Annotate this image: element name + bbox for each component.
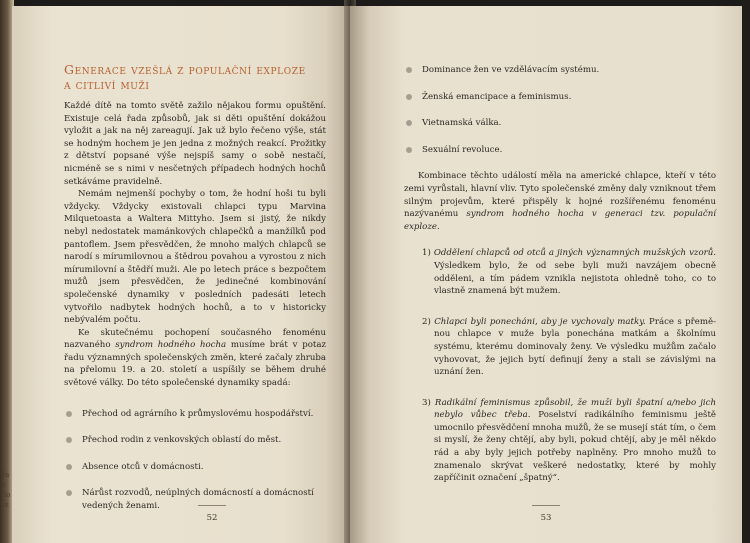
para3-text-a: Ke skutečnému pochopení současného fenoménu nazvaného	[64, 327, 326, 351]
item-number: 3)	[422, 397, 431, 408]
fragment: Ta	[1, 471, 10, 479]
left-page	[12, 6, 350, 543]
list-item: Absence otců v domácnosti.	[64, 461, 326, 474]
intro-paragraph	[404, 170, 716, 233]
book-edge-right	[742, 0, 750, 543]
intro-text: Kombinace těchto událostí měla na americké chlapce, kteří v této zemi vyrůstali, hlavní vliv. Tyto společenské změny daly vzniknout třem silným projevům, které přispěly k hojné rozšířenému fenoménu nazývanému	[404, 171, 716, 220]
bullet-list-left	[64, 408, 326, 513]
list-item: Vietnamská válka.	[404, 117, 716, 130]
para3-emphasis: syndrom hodného hocha	[115, 340, 227, 351]
item-text: Práce s přeměnou chlapce v muže byla ponechána matkám a školnímu systému, kterému dominovaly ženy. Ve výsledku mužům začalo vyhovovat, že jejich bytí definují ženy a stali se závislými na uznání žen.	[434, 316, 716, 378]
heading-line-1: Generace vzešlá z populační exploze	[64, 62, 306, 77]
chapter-heading	[64, 62, 334, 92]
page-number-left: 52	[192, 513, 232, 523]
fragment: Ro	[1, 491, 11, 499]
list-item: Nárůst rozvodů, neúplných domácností a domácností vedených ženami.	[64, 487, 326, 512]
heading-line-2: a citliví muži	[64, 77, 150, 92]
list-item: Ženská emancipace a feminismus.	[404, 91, 716, 104]
fragment: p	[1, 481, 6, 489]
paragraph-3	[64, 327, 326, 390]
item-title: Oddělení chlapců od otců a jiných významných mužských vzorů.	[433, 248, 717, 259]
item-text: Poselství radikálního feminismu ještě umocnilo přesvědčení mnoha mužů, že se musejí stát tím, o čem si myslí, že ženy chtějí, aby byli, pokud chtějí, aby je měl někdo rád a aby byly jejich potřeby naplněny. Pro mnoho mužů to znamenalo skrývat veškeré nedostatky, které by mohly zapříčinit označení „špatný“.	[434, 410, 716, 484]
intro-emphasis: syndrom hodného hocha v generaci tzv. populační exploze.	[404, 209, 716, 232]
bullet-list-right	[404, 64, 716, 156]
page-number-right: 53	[526, 513, 566, 523]
right-page	[350, 6, 742, 543]
para3-text-b: musíme brát v potaz řadu významných společenských změn, které začaly zhruba na přelomu 19. a 20. století a uspíšily se během druhé světové války. Do této společenské dynamiky spadá:	[64, 340, 326, 389]
numbered-item-2	[418, 316, 716, 379]
item-number: 2)	[422, 316, 431, 327]
numbered-item-3	[418, 397, 716, 485]
item-number: 1)	[422, 248, 431, 259]
list-item: Sexuální revoluce.	[404, 144, 716, 157]
list-item: Dominance žen ve vzdělávacím systému.	[404, 64, 716, 77]
item-text: Výsledkem bylo, že od sebe byli muži navzájem obecně odděleni, a tím pádem vznikla nejistota ohledně toho, co to vlastně znamená být mužem.	[434, 260, 716, 297]
list-item: Přechod rodin z venkovských oblastí do měst.	[64, 434, 326, 447]
numbered-item-1	[418, 247, 716, 297]
paragraph-2: Nemám nejmenší pochyby o tom, že hodní hoši tu byli vždycky. Vždycky existovali chlapci typu Marvina Milquetoasta a Waltera Mittyho. Jsem si jistý, že nikdy nebyl nedostatek mamánkových chlapečků a manžílků pod pantoflem. Jsem přesvědčen, že mnoho malých chlapců se narodí s mírumilovnou a štědrou povahou a vyrostou z nich mírumilovní a štědří muži. Ale po letech práce s bezpočtem mužů jsem přesvědčen, že jedinečné kombinování společenské dynamiky v posledních padesáti letech vytvořilo nadbytek hodných hochů, a to v historicky nebývalém počtu.	[64, 189, 326, 326]
fragment: vz	[1, 501, 9, 509]
paragraph-1: Každé dítě na tomto světě zažilo nějakou formu opuštění. Existuje celá řada způsobů, jak si děti opuštění dokážou vyložit a jak na něj zareagují. Jak už bylo řečeno výše, stát se hodným hochem je jen jedna z možných reakcí. Prožitky z dětství popsané výše nejspíš samy o sobě nestačí, nicméně se s nimi v nesčetných případech hodných hochů setkáváme pravidelně.	[64, 101, 326, 187]
item-title: Chlapci byli ponecháni, aby je vychovaly matky.	[434, 316, 646, 327]
list-item: Přechod od agrárního k průmyslovému hospodářství.	[64, 408, 326, 421]
item-title: Radikální feminismus způsobil, že muži byli špatní a/nebo jich nebylo vůbec třeba.	[434, 397, 717, 421]
